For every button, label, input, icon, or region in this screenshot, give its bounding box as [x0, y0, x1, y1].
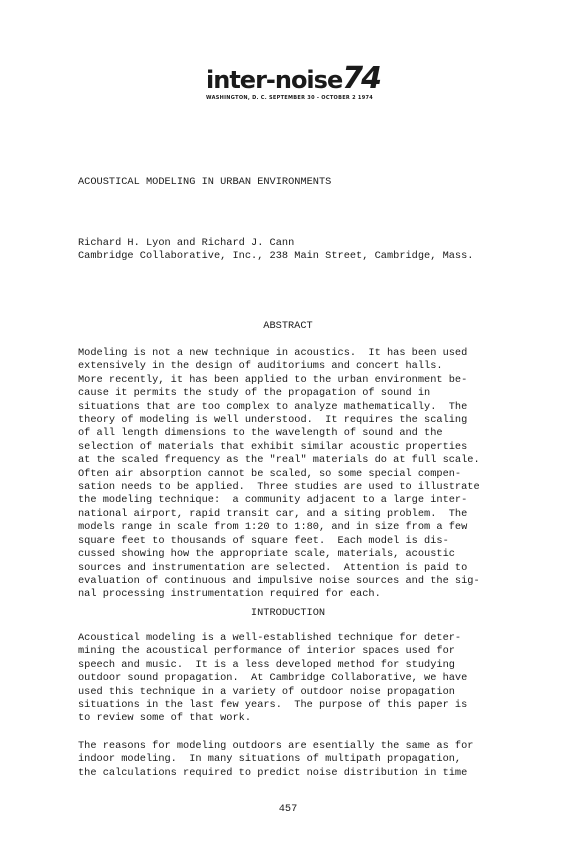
conference-logo: [206, 61, 380, 101]
text-line: evaluation of continuous and impulsive noise sources and the sig-: [78, 574, 480, 587]
text-line: The reasons for modeling outdoors are esentially the same as for: [78, 740, 474, 752]
text-line: speech and music. It is a less developed method for studying: [78, 658, 455, 671]
text-line: sources and instrumentation are selected. Attention is paid to: [78, 561, 468, 574]
logo-wordmark: [206, 61, 380, 96]
text-line: More recently, it has been applied to the urban environment be-: [78, 373, 468, 386]
text-line: Modeling is not a new technique in acoustics. It has been used: [78, 347, 468, 359]
text-line: at the scaled frequency as the "real" materials do at full scale.: [78, 454, 480, 467]
logo-main-text: inter-noise: [206, 66, 343, 94]
introduction-paragraph-2: [78, 740, 508, 780]
text-line: indoor modeling. In many situations of multipath propagation,: [78, 753, 462, 766]
abstract-body: [78, 347, 508, 602]
paper-title: ACOUSTICAL MODELING IN URBAN ENVIRONMENTS: [78, 176, 332, 188]
text-line: models range in scale from 1:20 to 1:80, and in size from a few: [78, 521, 468, 534]
page-number: 457: [278, 803, 298, 815]
text-line: extensively in the design of auditoriums and concert halls.: [78, 360, 443, 373]
text-line: Acoustical modeling is a well-established technique for deter-: [78, 632, 462, 644]
introduction-paragraph-1: [78, 632, 508, 726]
text-line: nal processing instrumentation required for each.: [78, 588, 381, 601]
introduction-heading: INTRODUCTION: [250, 607, 326, 619]
text-line: to review some of that work.: [78, 712, 252, 725]
text-line: used this technique in a variety of outdoor noise propagation: [78, 685, 455, 698]
text-line: selection of materials that exhibit similar acoustic properties: [78, 440, 468, 453]
text-line: national airport, rapid transit car, and a siting problem. The: [78, 507, 468, 520]
text-line: mining the acoustical performance of interior spaces used for: [78, 645, 455, 658]
text-line: sation needs to be applied. Three studies are used to illustrate: [78, 481, 480, 494]
text-line: outdoor sound propagation. At Cambridge Collaborative, we have: [78, 672, 468, 685]
text-line: situations in the last few years. The purpose of this paper is: [78, 699, 468, 712]
text-line: theory of modeling is well understood. It requires the scaling: [78, 414, 468, 427]
text-line: cause it permits the study of the propagation of sound in: [78, 387, 431, 400]
text-line: the modeling technique: a community adjacent to a large inter-: [78, 494, 468, 507]
logo-year: 74: [342, 61, 380, 96]
text-line: Often air absorption cannot be scaled, so some special compen-: [78, 467, 462, 480]
authors: Richard H. Lyon and Richard J. Cann: [78, 237, 295, 249]
text-line: the calculations required to predict noise distribution in time: [78, 766, 468, 779]
text-line: of all length dimensions to the wavelength of sound and the: [78, 427, 443, 440]
logo-subtitle: WASHINGTON, D. C. SEPTEMBER 30 - OCTOBER 2 1974: [206, 95, 374, 101]
affiliation: Cambridge Collaborative, Inc., 238 Main Street, Cambridge, Mass.: [78, 250, 474, 262]
text-line: situations that are too complex to analyze mathematically. The: [78, 400, 468, 413]
text-line: cussed showing how the appropriate scale, materials, acoustic: [78, 548, 455, 561]
abstract-heading: ABSTRACT: [263, 320, 313, 332]
text-line: square feet to thousands of square feet. Each model is dis-: [78, 534, 449, 547]
